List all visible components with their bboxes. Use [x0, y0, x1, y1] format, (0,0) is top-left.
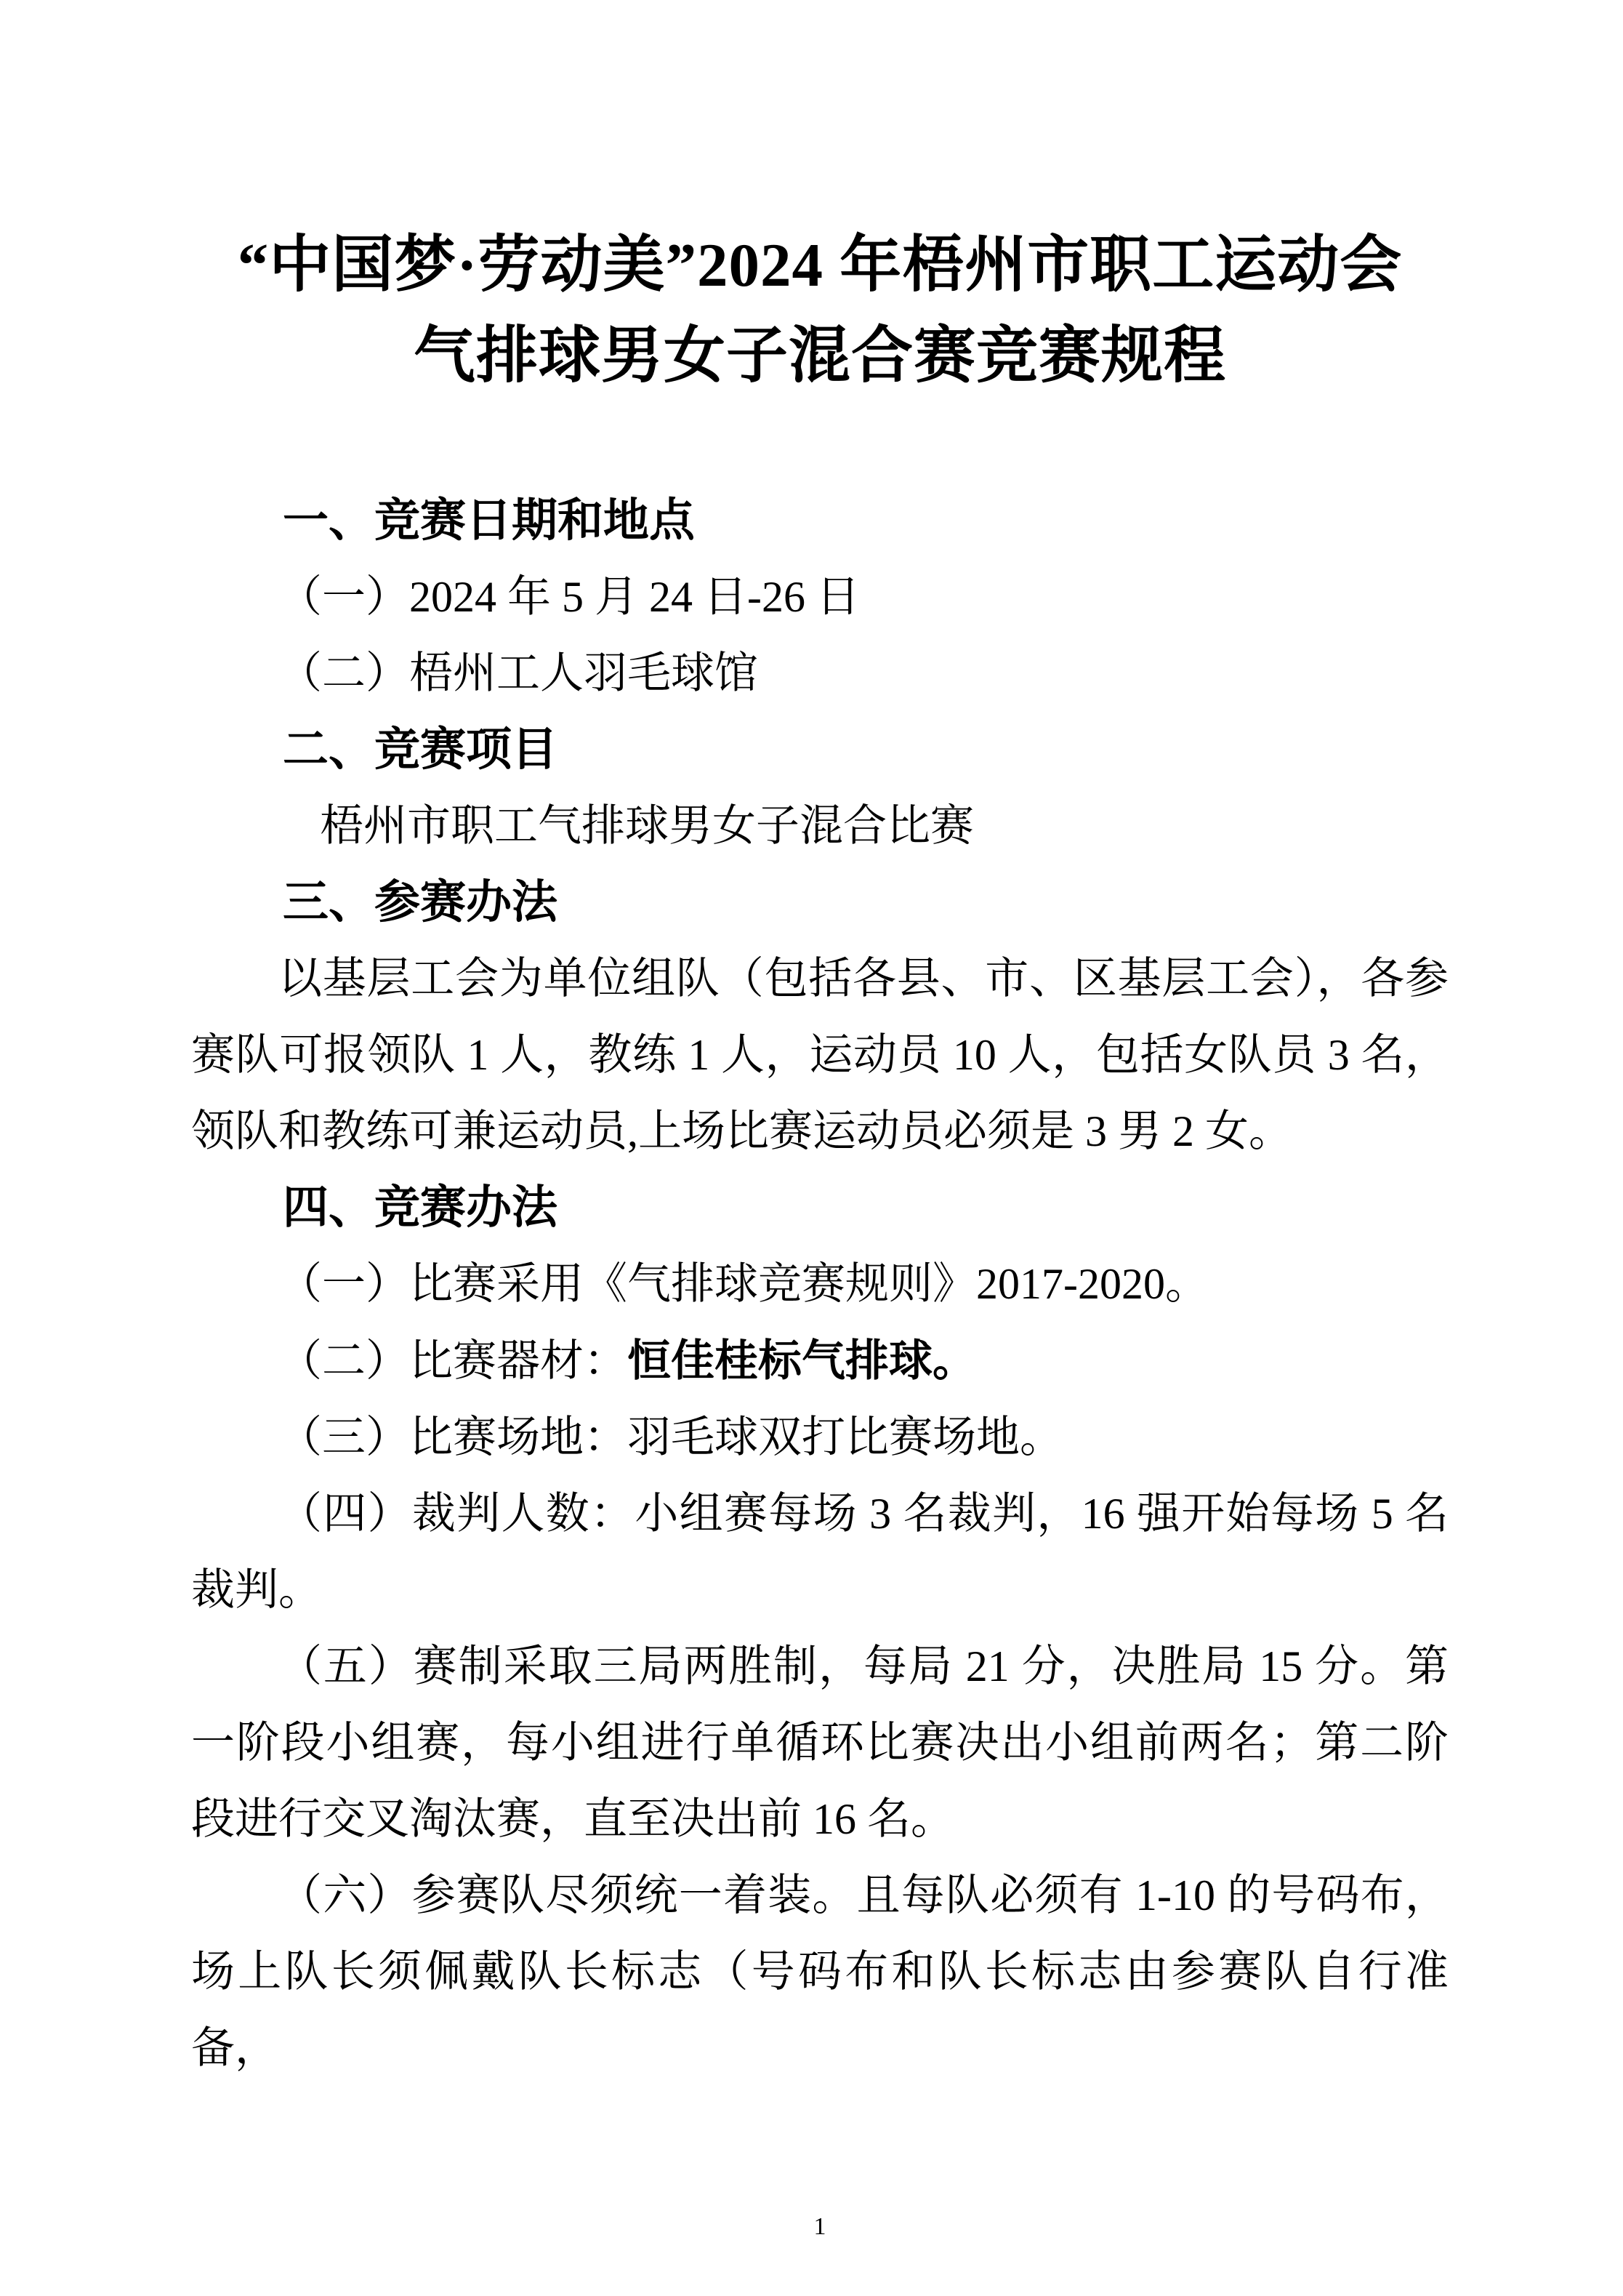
paragraph-location: （二）梧州工人羽毛球馆 — [278, 649, 758, 697]
paragraph-referees: （四）裁判人数：小组赛每场 3 名裁判，16 强开始每场 5 名裁判。 — [191, 1490, 1449, 1614]
section-heading-date-location: 一、竞赛日期和地点 — [283, 495, 695, 546]
section-heading-events: 二、竞赛项目 — [283, 724, 557, 775]
doc-title-line-2: 气排球男女子混合赛竞赛规程 — [413, 322, 1226, 390]
page-number: 1 — [813, 2213, 826, 2240]
paragraph-date: （一）2024 年 5 月 24 日-26 日 — [278, 573, 860, 621]
doc-title-line-1: “中国梦·劳动美”2024 年梧州市职工运动会 — [237, 231, 1403, 300]
doc-body — [191, 483, 1449, 2087]
paragraph-equipment-label: （二）比赛器材： — [278, 1337, 627, 1385]
paragraph-equipment — [191, 1322, 1449, 1400]
paragraph-entry-rules: 以基层工会为单位组队（包括各县、市、区基层工会），各参赛队可报领队 1 人，教练 1 人，运动员 10 人，包括女队员 3 名，领队和教练可兼运动员,上场比赛运动员必须是 3 男 2 女。 — [191, 955, 1449, 1155]
paragraph-equipment-value: 恒佳桂标气排球。 — [627, 1336, 976, 1385]
section-heading-entry-rules: 三、参赛办法 — [283, 877, 557, 928]
section-heading-competition-rules: 四、竞赛办法 — [283, 1182, 557, 1233]
doc-title — [191, 220, 1449, 402]
paragraph-venue: （三）比赛场地：羽毛球双打比赛场地。 — [278, 1413, 1063, 1461]
paragraph-event-name: 梧州市职工气排球男女子混合比赛 — [320, 802, 974, 850]
paragraph-match-format: （五）赛制采取三局两胜制，每局 21 分，决胜局 15 分。第一阶段小组赛，每小组进行单循环比赛决出小组前两名；第二阶段进行交叉淘汰赛，直至决出前 16 名。 — [191, 1642, 1449, 1843]
paragraph-uniform: （六）参赛队尽须统一着装。且每队必须有 1-10 的号码布，场上队长须佩戴队长标志（号码布和队长标志由参赛队自行准备， — [191, 1871, 1449, 2072]
paragraph-rulebook: （一）比赛采用《气排球竞赛规则》2017-2020。 — [278, 1260, 1209, 1308]
